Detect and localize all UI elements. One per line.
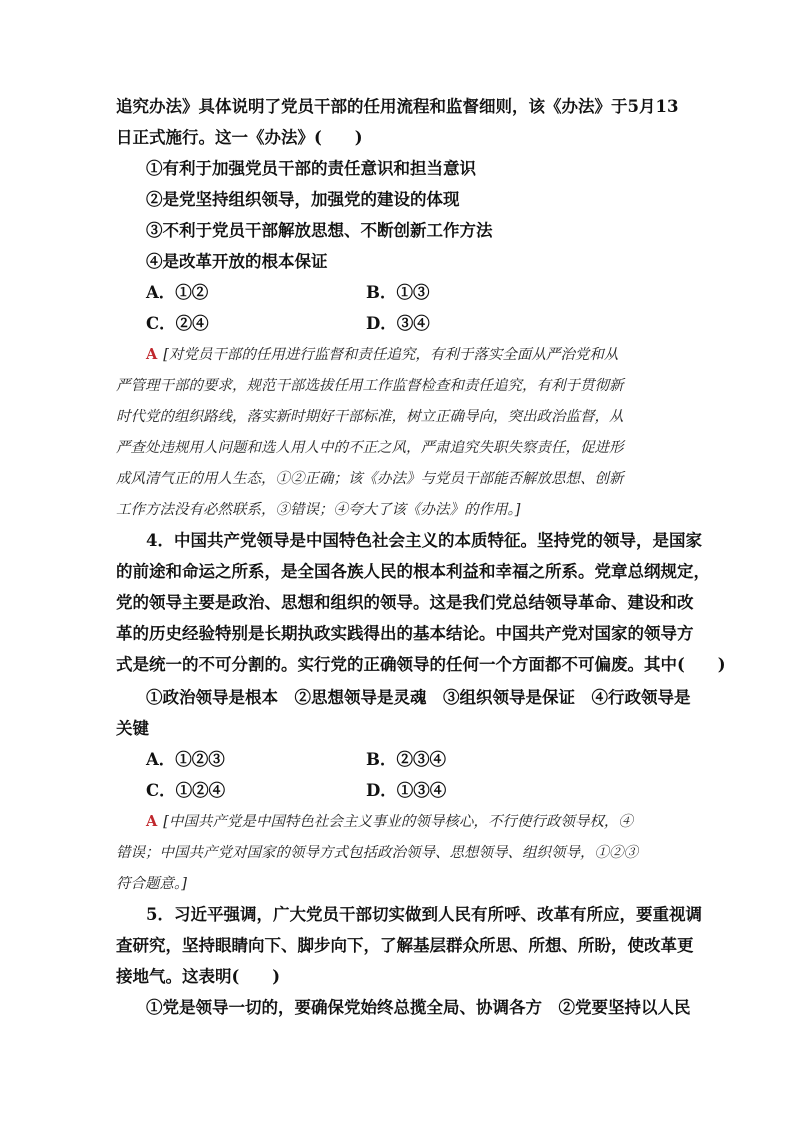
q3-option-a: A．①② [146, 283, 209, 302]
q5-stem-line-2: 查研究，坚持眼睛向下、脚步向下，了解基层群众所思、所想、所盼，使改革更 [116, 936, 694, 955]
q3-explanation-4: 严查处违规用人问题和选人用人中的不正之风，严肃追究失职失察责任，促进形 [116, 440, 624, 456]
q4-stem-line-2: 的前途和命运之所系，是全国各族人民的根本利益和幸福之所系。党章总纲规定， [116, 562, 710, 581]
q4-explanation-2: 错误；中国共产党对国家的领导方式包括政治领导、思想领导、组织领导，①②③ [116, 845, 638, 861]
q4-stem-line-1: 4．中国共产党领导是中国特色社会主义的本质特征。坚持党的领导，是国家 [146, 531, 702, 550]
q3-item-2: ②是党坚持组织领导，加强党的建设的体现 [146, 190, 460, 209]
q3-answer-line-1 [146, 344, 618, 366]
q4-option-d: D．①③④ [366, 781, 447, 800]
q3-answer-key: A [146, 346, 158, 363]
q4-stem-line-3: 党的领导主要是政治、思想和组织的领导。这是我们党总结领导革命、建设和改 [116, 593, 694, 612]
q3-option-d: D．③④ [366, 314, 430, 333]
q5-items-line-1: ①党是领导一切的，要确保党始终总揽全局、协调各方 ②党要坚持以人民 [146, 998, 691, 1017]
q3-stem-line-1: 追究办法》具体说明了党员干部的任用流程和监督细则，该《办法》于5月13 [116, 97, 679, 116]
q3-explanation-6: 工作方法没有必然联系，③错误；④夸大了该《办法》的作用。] [116, 502, 521, 518]
q4-explanation-1: [中国共产党是中国特色社会主义事业的领导核心，不行使行政领导权，④ [163, 814, 633, 830]
q4-answer-line-1 [146, 811, 633, 833]
q4-option-b: B．②③④ [366, 750, 446, 769]
q4-answer-key: A [146, 813, 158, 830]
q4-stem-line-4: 革的历史经验特别是长期执政实践得出的基本结论。中国共产党对国家的领导方 [116, 624, 694, 643]
q3-option-c: C．②④ [146, 314, 209, 333]
q3-item-4: ④是改革开放的根本保证 [146, 252, 328, 271]
q5-stem-line-3: 接地气。这表明( ) [116, 967, 281, 986]
q4-option-a: A．①②③ [146, 750, 225, 769]
q3-explanation-2: 严管理干部的要求，规范干部选拔任用工作监督检查和责任追究，有利于贯彻新 [116, 378, 624, 394]
q3-explanation-1: [对党员干部的任用进行监督和责任追究，有利于落实全面从严治党和从 [163, 347, 619, 363]
q3-stem-line-2: 日正式施行。这一《办法》( ) [116, 128, 363, 147]
q5-stem-line-1: 5．习近平强调，广大党员干部切实做到人民有所呼、改革有所应，要重视调 [146, 905, 702, 924]
q4-items-line-2: 关键 [116, 719, 149, 738]
q4-items-line-1: ①政治领导是根本 ②思想领导是灵魂 ③组织领导是保证 ④行政领导是 [146, 688, 691, 707]
q3-option-b: B．①③ [366, 283, 430, 302]
q4-explanation-3: 符合题意。] [116, 876, 187, 892]
q3-explanation-3: 时代党的组织路线，落实新时期好干部标准，树立正确导向，突出政治监督，从 [116, 409, 624, 425]
q3-item-3: ③不利于党员干部解放思想、不断创新工作方法 [146, 221, 493, 240]
q4-option-c: C．①②④ [146, 781, 226, 800]
q3-item-1: ①有利于加强党员干部的责任意识和担当意识 [146, 159, 476, 178]
q3-explanation-5: 成风清气正的用人生态，①②正确；该《办法》与党员干部能否解放思想、创新 [116, 471, 624, 487]
q4-stem-line-5: 式是统一的不可分割的。实行党的正确领导的任何一个方面都不可偏废。其中( ) [116, 655, 726, 674]
